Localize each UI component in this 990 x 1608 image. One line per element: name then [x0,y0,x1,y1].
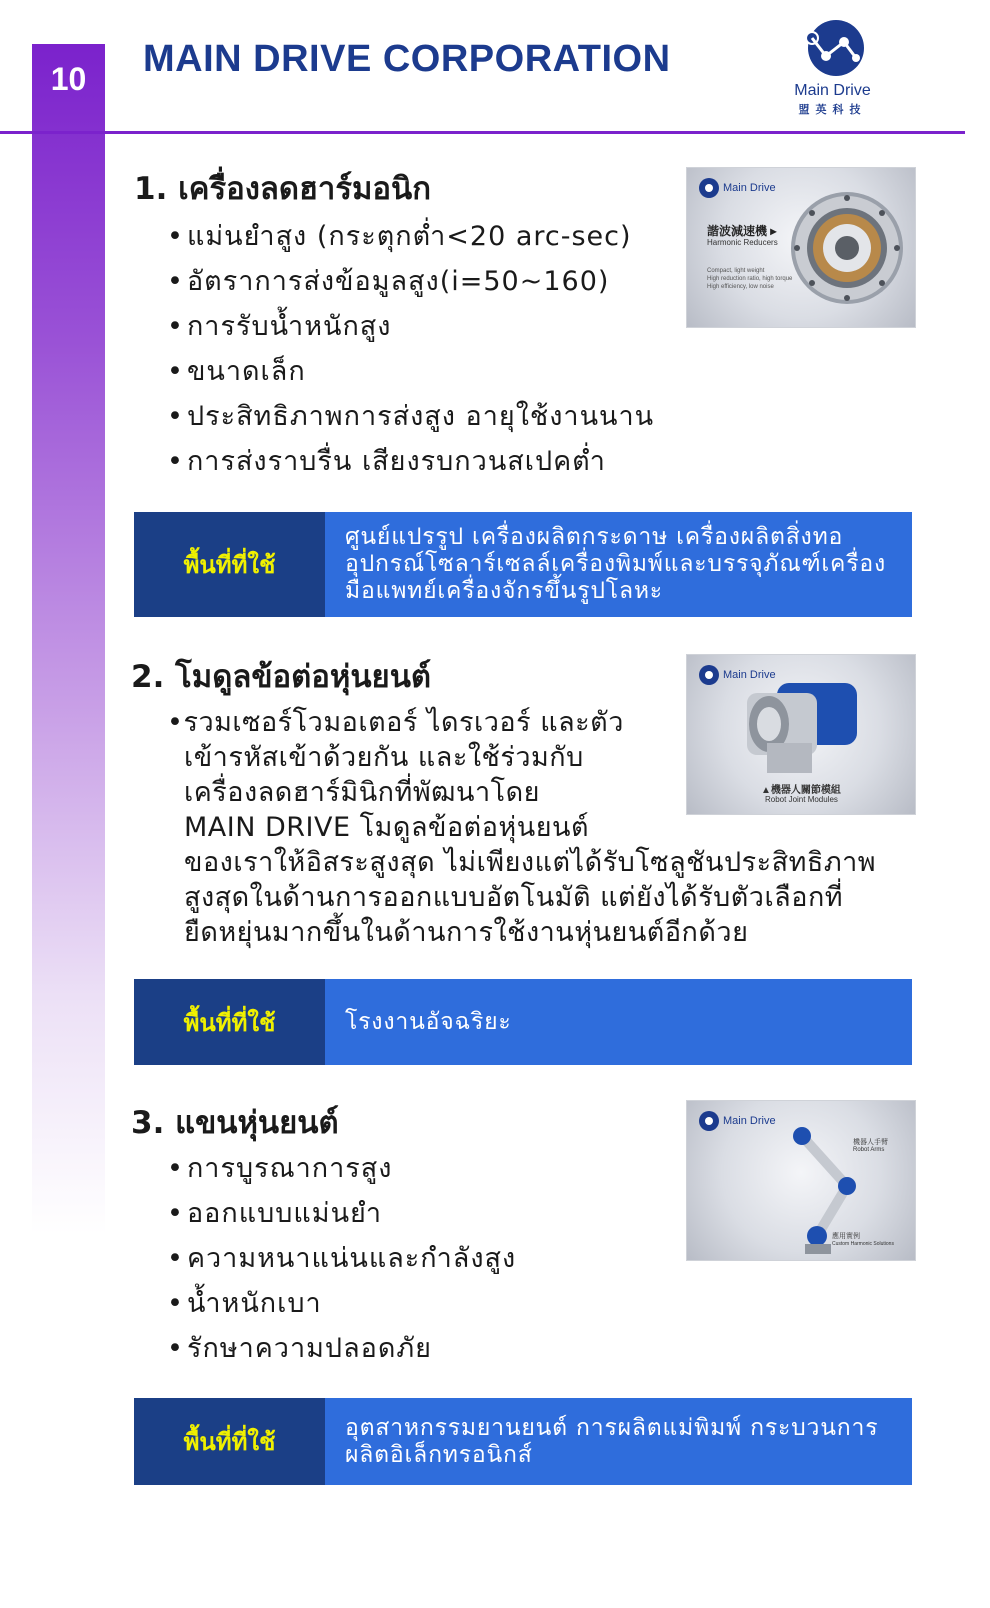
photo-line: High efficiency, low noise [707,284,774,290]
usage-text: โรงงานอัจฉริยะ [325,979,912,1065]
robot-joint-module-photo [686,654,916,815]
photo-title: ▲機器人關節模組 [761,785,841,796]
photo-line: Compact, light weight [707,268,765,274]
section-3-bullets [167,1146,516,1371]
bullet-item: • ขนาดเล็ก [167,349,654,394]
usage-text: อุตสาหกรรมยานยนต์ การผลิตแม่พิมพ์ กระบวนการผลิตอิเล็กทรอนิกส์ [325,1398,912,1485]
paragraph-line: สูงสุดในด้านการออกแบบอัตโนมัติ แต่ยังได้รับตัวเลือกที่ [184,882,844,913]
usage-label: พื้นที่ที่ใช้ [134,1398,325,1485]
bullet-item: • รักษาความปลอดภัย [167,1326,516,1371]
usage-label: พื้นที่ที่ใช้ [134,512,325,617]
robot-joint-icon [747,683,857,783]
brand-mark-icon [699,1111,719,1131]
paragraph-line: •รวมเซอร์โวมอเตอร์ ไดรเวอร์ และตัว [167,707,624,738]
photo-subtitle: Robot Joint Modules [765,795,838,804]
side-bar [32,44,105,1234]
brand-mark-icon [699,665,719,685]
photo-subtitle: Harmonic Reducers [707,238,778,247]
paragraph-line: เข้ารหัสเข้าด้วยกัน และใช้ร่วมกับ [184,742,584,773]
bullet-item: • การบูรณาการสูง [167,1146,516,1191]
header-divider [0,131,965,134]
photo-label: 應用實例 [832,1233,860,1240]
section-3-usage [134,1398,912,1485]
logo-sub: 盟英科技 [798,103,867,116]
harmonic-reducer-photo [686,167,916,328]
logo [785,16,880,116]
bullet-item: • การส่งราบรื่น เสียงรบกวนสเปคต่ำ [167,439,654,484]
section-2-title: 2. โมดูลข้อต่อหุ่นยนต์ [131,659,432,695]
robot-arm-photo [686,1100,916,1261]
logo-name: Main Drive [794,82,871,99]
usage-text: ศูนย์แปรรูป เครื่องผลิตกระดาษ เครื่องผลิตสิ่งทอ อุปกรณ์โซลาร์เซลล์เครื่องพิมพ์และบรรจุภัณฑ์เครื่องมือแพทย์เครื่องจักรขึ้นรูปโลหะ [325,512,912,617]
brand-mark-icon [699,178,719,198]
bullet-item: • ออกแบบแม่นยำ [167,1191,516,1236]
photo-label: Custom Harmonic Solutions [832,1241,894,1247]
paragraph-line: ยืดหยุ่นมากขึ้นในด้านการใช้งานหุ่นยนต์อีกด้วย [184,917,749,948]
bullet-item: • การรับน้ำหนักสูง [167,304,654,349]
photo-title: 諧波減速機 ▸ [707,224,777,238]
photo-brand: Main Drive [699,178,776,198]
usage-label: พื้นที่ที่ใช้ [134,979,325,1065]
bullet-item: • อัตราการส่งข้อมูลสูง(i=50~160) [167,259,654,304]
section-3-title: 3. แขนหุ่นยนต์ [131,1105,339,1141]
section-1-bullets [167,214,654,484]
section-1-title: 1. เครื่องลดฮาร์มอนิก [134,171,431,207]
section-2-usage [134,979,912,1065]
harmonic-reducer-icon [787,188,907,308]
paragraph-line: เครื่องลดฮาร์มินิกที่พัฒนาโดย [184,777,540,808]
section-1-usage [134,512,912,617]
photo-label: 機器人手臂 [853,1139,888,1146]
photo-brand: Main Drive [699,665,776,685]
paragraph-line: ของเราให้อิสระสูงสุด ไม่เพียงแต่ได้รับโซลูชันประสิทธิภาพ [184,847,877,878]
bullet-item: • น้ำหนักเบา [167,1281,516,1326]
company-title: MAIN DRIVE CORPORATION [143,38,671,80]
bullet-item: • ความหนาแน่นและกำลังสูง [167,1236,516,1281]
photo-label: Robot Arms [853,1147,885,1153]
bullet-item: • ประสิทธิภาพการส่งสูง อายุใช้งานนาน [167,394,654,439]
photo-line: High reduction ratio, high torque [707,276,793,282]
page-number: 10 [50,60,87,97]
bullet-item: • แม่นยำสูง (กระตุกต่ำ<20 arc-sec) [167,214,654,259]
paragraph-line: MAIN DRIVE โมดูลข้อต่อหุ่นยนต์ [184,812,590,843]
photo-brand: Main Drive [699,1111,776,1131]
main-drive-logo-icon [800,16,866,80]
